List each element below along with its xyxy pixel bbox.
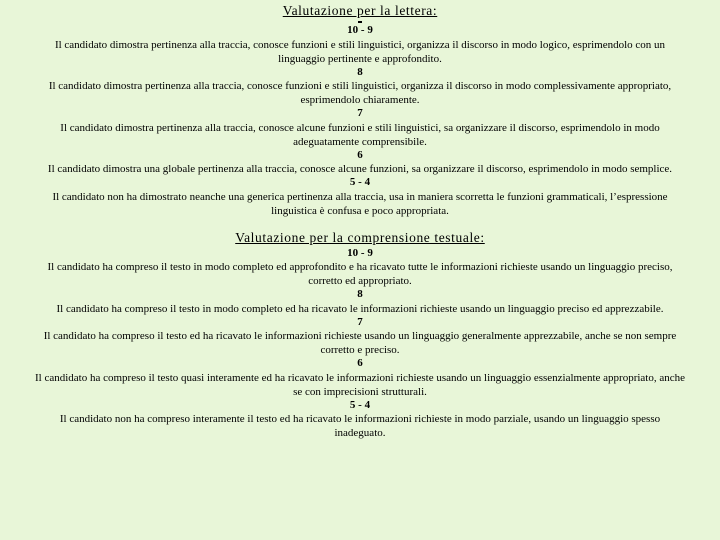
letter-evaluation-title: Valutazione per la lettera: [282,3,438,18]
comprehension-score-7: 7 [357,315,363,328]
comprehension-score-10-9: 10 - 9 [347,246,373,259]
letter-score-8: 8 [357,65,363,78]
letter-evaluation-section [35,0,685,218]
comprehension-desc-10-9: Il candidato ha compreso il testo in modo completo ed approfondito e ha ricavato tutte le informazioni richieste usando un linguaggio preciso, corretto ed appropriato. [47,261,673,287]
comprehension-evaluation-title: Valutazione per la comprensione testuale: [235,229,485,245]
comprehension-desc-5-4: Il candidato non ha compreso interamente il testo ed ha ricavato le informazioni richieste in modo parziale, usando un linguaggio spesso inadeguato. [59,413,661,439]
comprehension-desc-7: Il candidato ha compreso il testo ed ha ricavato le informazioni richieste usando un linguaggio generalmente apprezzabile, anche se non sempre corretto e preciso. [43,330,677,356]
letter-score-6: 6 [357,148,363,161]
letter-desc-7: Il candidato dimostra pertinenza alla traccia, conosce alcune funzioni e stili linguistici, sa organizzare il discorso, esprimendolo in modo adeguatamente comprensibile. [60,121,660,148]
letter-score-7: 7 [357,107,363,119]
comprehension-score-5-4: 5 - 4 [349,398,371,411]
comprehension-desc-8: Il candidato ha compreso il testo in modo completo ed ha ricavato le informazioni richieste usando un linguaggio preciso ed apprezzabile. [56,302,664,315]
letter-desc-5-4: Il candidato non ha dimostrato neanche una generica pertinenza alla traccia, usa in maniera scorretta le funzioni grammaticali, l’espressione linguistica è confusa e poco appropriata. [52,190,668,217]
letter-desc-6: Il candidato dimostra una globale pertinenza alla traccia, conosce alcune funzioni, sa organizzare il discorso, esprimendolo in modo semplice. [47,163,673,175]
comprehension-evaluation-section [35,218,685,441]
letter-desc-10-9: Il candidato dimostra pertinenza alla traccia, conosce funzioni e stili linguistici, organizza il discorso in modo logico, esprimendolo con un linguaggio pertinente e approfondito. [54,38,666,65]
comprehension-desc-6: Il candidato ha compreso il testo quasi interamente ed ha ricavato le informazioni richieste usando un linguaggio essenzialmente appropriato, anche se con imprecisioni strutturali. [35,371,685,398]
letter-score-10-9: 10 - 9 [347,24,373,36]
comprehension-score-8: 8 [357,288,363,300]
letter-score-5-4: 5 - 4 [349,176,371,188]
letter-desc-8: Il candidato dimostra pertinenza alla traccia, conosce funzioni e stili linguistici, organizza il discorso in modo complessivamente appropriato, esprimendolo chiaramente. [48,80,672,106]
comprehension-score-6: 6 [357,357,363,369]
